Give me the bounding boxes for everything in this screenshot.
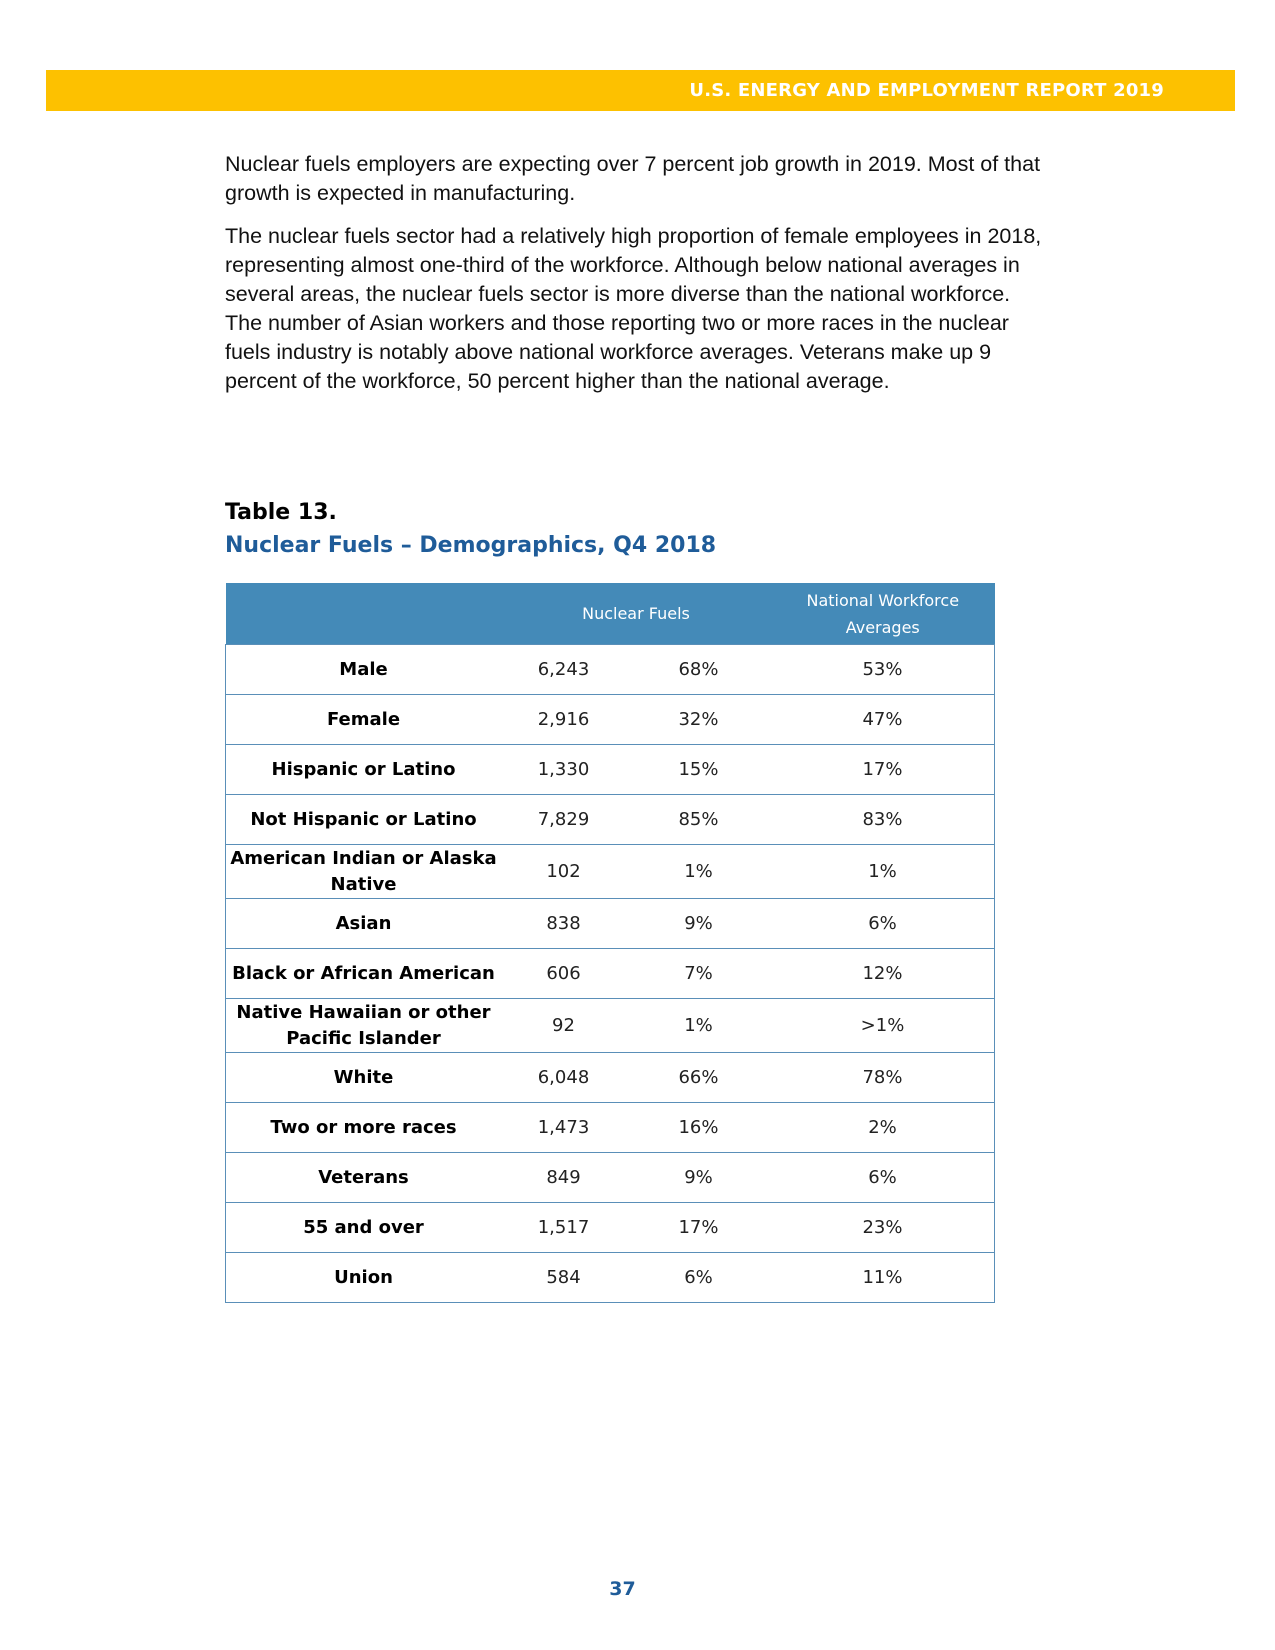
row-national-percent: 6%	[771, 899, 995, 949]
paragraph-diversity: The nuclear fuels sector had a relatively high proportion of female employees in 2018, representing almost one-third of the workforce. Although below national averages in several areas, the nuclear fuels sector is more diverse than the national workforce. The number of Asian workers and those reporting two or more races in the nuclear fuels industry is notably above national workforce averages. Veterans make up 9 percent of the workforce, 50 percent higher than the national average.	[225, 224, 1042, 393]
row-category: Native Hawaiian or other Pacific Islander	[226, 999, 502, 1053]
row-count: 1,330	[501, 745, 626, 795]
row-percent: 7%	[626, 949, 771, 999]
body-text	[225, 150, 1045, 410]
row-percent: 66%	[626, 1053, 771, 1103]
row-percent: 9%	[626, 1153, 771, 1203]
header-national-averages: National Workforce Averages	[771, 583, 995, 645]
row-count: 1,517	[501, 1203, 626, 1253]
row-national-percent: 23%	[771, 1203, 995, 1253]
row-national-percent: 12%	[771, 949, 995, 999]
row-category: Hispanic or Latino	[226, 745, 502, 795]
row-percent: 15%	[626, 745, 771, 795]
row-national-percent: 6%	[771, 1153, 995, 1203]
table-row	[226, 645, 995, 695]
row-national-percent: 78%	[771, 1053, 995, 1103]
row-category: Two or more races	[226, 1103, 502, 1153]
table-row	[226, 949, 995, 999]
row-count: 849	[501, 1153, 626, 1203]
paragraph-growth: Nuclear fuels employers are expecting over 7 percent job growth in 2019. Most of that growth is expected in manufacturing.	[225, 152, 1041, 205]
row-national-percent: 47%	[771, 695, 995, 745]
row-percent: 85%	[626, 795, 771, 845]
row-count: 584	[501, 1253, 626, 1303]
row-national-percent: 11%	[771, 1253, 995, 1303]
row-percent: 32%	[626, 695, 771, 745]
report-header-band	[46, 70, 1235, 111]
row-national-percent: 17%	[771, 745, 995, 795]
table-row	[226, 1103, 995, 1153]
row-category: Male	[226, 645, 502, 695]
row-category: Female	[226, 695, 502, 745]
row-percent: 6%	[626, 1253, 771, 1303]
row-category: White	[226, 1053, 502, 1103]
row-category: Not Hispanic or Latino	[226, 795, 502, 845]
row-national-percent: 53%	[771, 645, 995, 695]
row-national-percent: 83%	[771, 795, 995, 845]
row-category: Veterans	[226, 1153, 502, 1203]
row-count: 6,048	[501, 1053, 626, 1103]
row-count: 606	[501, 949, 626, 999]
table-label: Table 13.	[225, 500, 337, 525]
table-title: Nuclear Fuels – Demographics, Q4 2018	[225, 533, 717, 558]
row-percent: 17%	[626, 1203, 771, 1253]
row-category: American Indian or Alaska Native	[226, 845, 502, 899]
row-percent: 1%	[626, 999, 771, 1053]
table-row	[226, 745, 995, 795]
row-national-percent: 2%	[771, 1103, 995, 1153]
row-category: Union	[226, 1253, 502, 1303]
table-row	[226, 845, 995, 899]
row-category: Black or African American	[226, 949, 502, 999]
row-percent: 1%	[626, 845, 771, 899]
row-percent: 16%	[626, 1103, 771, 1153]
report-title: U.S. ENERGY AND EMPLOYMENT REPORT 2019	[689, 80, 1164, 101]
header-category	[226, 583, 502, 645]
row-count: 6,243	[501, 645, 626, 695]
table-row	[226, 795, 995, 845]
table-header-row	[226, 583, 995, 645]
table-row	[226, 1203, 995, 1253]
page-number: 37	[609, 1578, 636, 1600]
table-row	[226, 999, 995, 1053]
row-count: 1,473	[501, 1103, 626, 1153]
row-count: 102	[501, 845, 626, 899]
table-row	[226, 1153, 995, 1203]
row-category: 55 and over	[226, 1203, 502, 1253]
row-count: 92	[501, 999, 626, 1053]
row-count: 838	[501, 899, 626, 949]
row-count: 2,916	[501, 695, 626, 745]
row-percent: 9%	[626, 899, 771, 949]
demographics-table	[225, 583, 995, 1303]
table-row	[226, 1053, 995, 1103]
row-count: 7,829	[501, 795, 626, 845]
table-row	[226, 899, 995, 949]
row-percent: 68%	[626, 645, 771, 695]
table-row	[226, 1253, 995, 1303]
header-nuclear-fuels: Nuclear Fuels	[501, 583, 771, 645]
row-national-percent: 1%	[771, 845, 995, 899]
row-category: Asian	[226, 899, 502, 949]
table-row	[226, 695, 995, 745]
row-national-percent: >1%	[771, 999, 995, 1053]
